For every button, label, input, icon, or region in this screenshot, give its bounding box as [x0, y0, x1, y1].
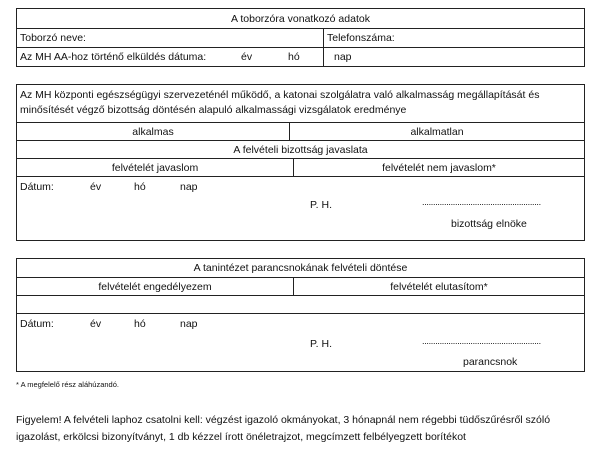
medical-committee-table	[16, 84, 585, 241]
committee-month-label: hó	[134, 181, 146, 193]
commander-month-label: hó	[134, 318, 146, 330]
commander-signature-line: ......................................................	[422, 336, 541, 346]
commander-day-label: nap	[180, 318, 198, 330]
commander-blank-row[interactable]	[17, 295, 584, 313]
commander-decision-table	[16, 258, 585, 372]
committee-signature-area[interactable]	[17, 176, 584, 240]
committee-chair-label: bizottság elnöke	[451, 218, 527, 230]
footnote: * A megfelelő rész aláhúzandó.	[16, 380, 119, 389]
commander-date-label: Dátum:	[20, 318, 54, 330]
medical-results-description: Az MH központi egészségügyi szervezeténél működő, a katonai szolgálatra való alkalmasság megállapítását és minősítését végző bizottság döntésén alapuló alkalmassági vizsgálatok eredménye	[20, 89, 540, 116]
sent-date-day-label: nap	[334, 51, 352, 63]
recommend-option[interactable]: felvételét javaslom	[111, 161, 199, 174]
unfit-option[interactable]: alkalmatlan	[289, 123, 584, 140]
recruiter-data-table	[16, 8, 585, 67]
not-recommend-option[interactable]: felvételét nem javaslom*	[293, 159, 584, 176]
commander-stamp-label: P. H.	[310, 338, 332, 350]
sent-date-day-field[interactable]	[323, 48, 584, 66]
commander-title-label: parancsnok	[463, 356, 518, 368]
commander-decision-header: A tanintézet parancsnokának felvételi döntése	[193, 262, 408, 274]
fit-option[interactable]: alkalmas	[132, 125, 174, 138]
recruiter-name-field[interactable]	[17, 29, 323, 47]
reject-option[interactable]: felvételét elutasítom*	[293, 278, 584, 295]
committee-day-label: nap	[180, 181, 198, 193]
recruiter-name-label: Toborzó neve:	[20, 32, 86, 44]
sent-date-label: Az MH AA-hoz történő elküldés dátuma:	[20, 51, 207, 63]
commander-signature-area[interactable]	[17, 313, 584, 371]
committee-stamp-label: P. H.	[310, 199, 332, 211]
committee-date-label: Dátum:	[20, 181, 54, 193]
recruiter-phone-label: Telefonszáma:	[327, 32, 395, 44]
attachment-notice: Figyelem! A felvételi laphoz csatolni kell: végzést igazoló okmányokat, 3 hónapnál nem régebbi tüdőszűrésről szóló igazolást, erkölcsi bizonyítványt, 1 db kézzel írott önéletrajzot, megcímzett felbélyegzett borítékot	[16, 414, 551, 443]
approve-option[interactable]: felvételét engedélyezem	[98, 280, 212, 293]
committee-year-label: év	[90, 181, 102, 193]
recruiter-data-header: A toborzóra vonatkozó adatok	[231, 12, 370, 25]
sent-date-year-label: év	[241, 51, 253, 63]
sent-date-month-label: hó	[288, 51, 300, 63]
commander-year-label: év	[90, 318, 102, 330]
committee-signature-line: ......................................................	[422, 197, 541, 207]
committee-proposal-header: A felvételi bizottság javaslata	[233, 143, 368, 156]
recruiter-phone-field[interactable]	[323, 29, 584, 47]
sent-date-field[interactable]	[17, 48, 323, 66]
